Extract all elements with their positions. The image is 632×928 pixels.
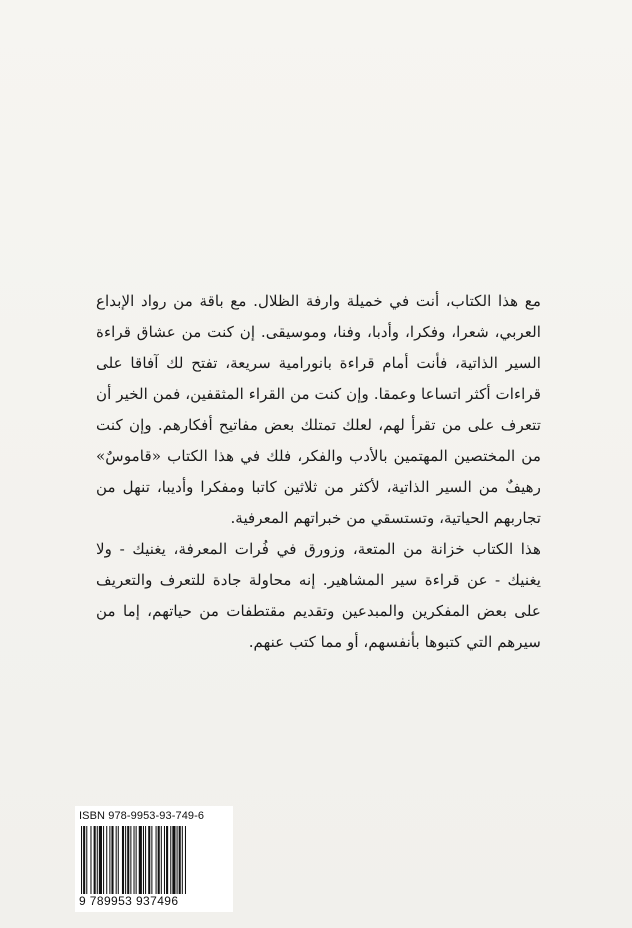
blurb-paragraph-2: هذا الكتاب خزانة من المتعة، وزورق في فُرات المعرفة، يغنيك - ولا يغنيك - عن قراءة سير المشاهير. إنه محاولة جادة للتعرف والتعريف على بعض المفكرين والمبدعين وتقديم مقتطفات من حياتهم، إما من سيرهم التي كتبوها بأنفسهم، أو مما كتب عنهم.: [96, 540, 541, 651]
barcode-bar: [94, 826, 96, 894]
barcode-bar: [90, 826, 91, 894]
barcode-digits: 9 789953 937496: [79, 894, 179, 908]
barcode-bar: [145, 826, 146, 894]
barcode-bar: [83, 826, 85, 894]
blurb-paragraph-1: مع هذا الكتاب، أنت في خميلة وارفة الظلال. مع باقة من رواد الإبداع العربي، شعرا، وفكرا، وأدبا، وفنا، وموسيقى. إن كنت من عشاق قراءة السير الذاتية، فأنت أمام قراءة بانورامية سريعة، تفتح لك آفاقا على قراءات أكثر اتساعا وعمقا. وإن كنت من القراء المثقفين، فمن الخير أن تتعرف على من تقرأ لهم، لعلك تمتلك بعض مفاتيح أفكارهم. وإن كنت من المختصين المهتمين بالأدب والفكر، فلك في هذا الكتاب «قاموسٌ» رهيفٌ من السير الذاتية، لأكثر من ثلاثين كاتبا ومفكرا وأديبا، تنهل من تجاربهم الحياتية، وتستسقي من خبراتهم المعرفية.: [96, 292, 541, 527]
barcode-bar: [170, 826, 171, 894]
barcode-bar: [134, 826, 135, 894]
barcode-bar: [182, 826, 183, 894]
barcode-bar: [106, 826, 107, 894]
barcode-bar: [151, 826, 152, 894]
barcode-bar: [158, 826, 160, 894]
barcode-bar: [122, 826, 124, 894]
barcode-bar: [103, 826, 104, 894]
barcode-bar: [136, 826, 137, 894]
barcode-bar: [109, 826, 110, 894]
barcode-bar: [99, 826, 102, 894]
barcode-bar: [177, 826, 178, 894]
barcode-bar: [130, 826, 131, 894]
barcode-bar: [111, 826, 113, 894]
barcode-bar: [148, 826, 150, 894]
barcode-bar: [125, 826, 126, 894]
barcode-bar: [164, 826, 165, 894]
barcode-bar: [172, 826, 175, 894]
barcode-bar: [166, 826, 168, 894]
barcode-bar: [156, 826, 157, 894]
isbn-label: ISBN 978-9953-93-749-6: [79, 810, 205, 822]
barcode-bar: [86, 826, 87, 894]
barcode-bar: [116, 826, 117, 894]
barcode-bar: [139, 826, 142, 894]
barcode-bar: [143, 826, 144, 894]
barcode-bar: [179, 826, 181, 894]
isbn-barcode: [75, 806, 233, 912]
barcode-bar: [161, 826, 162, 894]
barcode-bars: [81, 826, 227, 894]
barcode-bar: [127, 826, 129, 894]
barcode-bar: [118, 826, 119, 894]
barcode-bar: [185, 826, 186, 894]
barcode-bar: [97, 826, 98, 894]
barcode-bar: [81, 826, 82, 894]
cover-blurb: [96, 286, 541, 658]
